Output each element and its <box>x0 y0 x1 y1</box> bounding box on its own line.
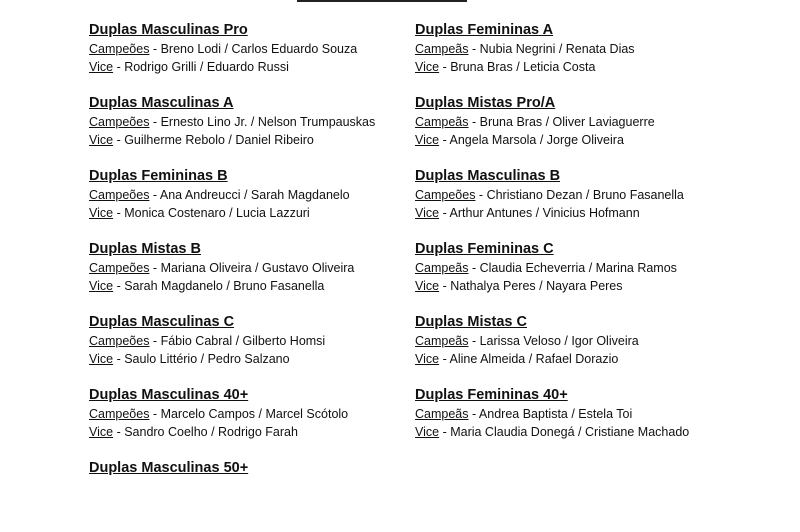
champions-line: Campeãs - Andrea Baptista / Estela Toi <box>415 407 633 421</box>
vice-label: Vice <box>89 425 114 439</box>
vice-label: Vice <box>89 60 114 74</box>
champions-label: Campeãs <box>415 115 469 129</box>
results-column-left <box>89 21 439 532</box>
champions-label: Campeãs <box>415 407 469 421</box>
category-title: Duplas Masculinas 50+ <box>89 460 249 476</box>
champions-label: Campeões <box>415 188 476 202</box>
category-title: Duplas Masculinas Pro <box>89 22 248 38</box>
champions-label: Campeões <box>89 334 150 348</box>
vice-line: Vice - Angela Marsola / Jorge Oliveira <box>415 133 624 147</box>
vice-names: Monica Costenaro / Lucia Lazzuri <box>124 206 310 220</box>
vice-label: Vice <box>415 60 440 74</box>
results-column-right <box>415 21 765 459</box>
vice-line: Vice - Bruna Bras / Leticia Costa <box>415 60 596 74</box>
vice-names: Sarah Magdanelo / Bruno Fasanella <box>124 279 325 293</box>
champions-names: Christiano Dezan / Bruno Fasanella <box>486 188 684 202</box>
vice-label: Vice <box>89 206 114 220</box>
vice-names: Angela Marsola / Jorge Oliveira <box>449 133 624 147</box>
champions-names: Larissa Veloso / Igor Oliveira <box>479 334 639 348</box>
category-title: Duplas Masculinas B <box>415 168 561 184</box>
vice-line: Vice - Nathalya Peres / Nayara Peres <box>415 279 623 293</box>
champions-line: Campeões - Ernesto Lino Jr. / Nelson Trumpauskas <box>89 115 376 129</box>
category-block <box>89 94 439 167</box>
champions-label: Campeãs <box>415 334 469 348</box>
champions-line: Campeãs - Bruna Bras / Oliver Laviaguerre <box>415 115 655 129</box>
champions-line: Campeões - Marcelo Campos / Marcel Scótolo <box>89 407 349 421</box>
vice-label: Vice <box>415 425 440 439</box>
category-title: Duplas Mistas Pro/A <box>415 95 556 111</box>
vice-names: Arthur Antunes / Vinicius Hofmann <box>449 206 640 220</box>
category-block <box>89 167 439 240</box>
champions-line: Campeões - Fábio Cabral / Gilberto Homsi <box>89 334 326 348</box>
vice-names: Maria Claudia Donegá / Cristiane Machado <box>450 425 690 439</box>
champions-names: Claudia Echeverria / Marina Ramos <box>479 261 677 275</box>
champions-names: Andrea Baptista / Estela Toi <box>478 407 633 421</box>
champions-label: Campeões <box>89 261 150 275</box>
vice-label: Vice <box>415 206 440 220</box>
champions-label: Campeões <box>89 115 150 129</box>
champions-names: Marcelo Campos / Marcel Scótolo <box>160 407 349 421</box>
vice-line: Vice - Aline Almeida / Rafael Dorazio <box>415 352 619 366</box>
vice-line: Vice - Rodrigo Grilli / Eduardo Russi <box>89 60 289 74</box>
vice-label: Vice <box>415 279 440 293</box>
category-block <box>89 386 439 459</box>
vice-line: Vice - Maria Claudia Donegá / Cristiane Machado <box>415 425 690 439</box>
category-block <box>415 167 765 240</box>
category-block <box>89 313 439 386</box>
category-block <box>415 386 765 459</box>
category-block <box>89 240 439 313</box>
vice-label: Vice <box>89 352 114 366</box>
vice-names: Nathalya Peres / Nayara Peres <box>450 279 623 293</box>
vice-names: Saulo Littério / Pedro Salzano <box>124 352 290 366</box>
title-underline-fragment <box>297 0 467 2</box>
champions-label: Campeões <box>89 188 150 202</box>
champions-line: Campeãs - Larissa Veloso / Igor Oliveira <box>415 334 639 348</box>
champions-names: Mariana Oliveira / Gustavo Oliveira <box>160 261 355 275</box>
champions-names: Breno Lodi / Carlos Eduardo Souza <box>160 42 358 56</box>
category-title: Duplas Mistas C <box>415 314 527 330</box>
champions-line: Campeões - Ana Andreucci / Sarah Magdanelo <box>89 188 350 202</box>
vice-label: Vice <box>89 279 114 293</box>
category-title: Duplas Masculinas 40+ <box>89 387 249 403</box>
category-block <box>415 21 765 94</box>
champions-label: Campeãs <box>415 261 469 275</box>
vice-names: Sandro Coelho / Rodrigo Farah <box>124 425 298 439</box>
vice-names: Bruna Bras / Leticia Costa <box>450 60 596 74</box>
champions-names: Bruna Bras / Oliver Laviaguerre <box>479 115 655 129</box>
champions-label: Campeões <box>89 407 150 421</box>
vice-names: Rodrigo Grilli / Eduardo Russi <box>124 60 289 74</box>
vice-label: Vice <box>415 352 440 366</box>
category-title: Duplas Femininas A <box>415 22 554 38</box>
champions-names: Ana Andreucci / Sarah Magdanelo <box>159 188 350 202</box>
category-title: Duplas Femininas C <box>415 241 554 257</box>
category-title: Duplas Masculinas C <box>89 314 235 330</box>
champions-names: Nubia Negrini / Renata Dias <box>479 42 635 56</box>
champions-label: Campeões <box>89 42 150 56</box>
vice-line: Vice - Guilherme Rebolo / Daniel Ribeiro <box>89 133 314 147</box>
category-block <box>415 313 765 386</box>
vice-names: Guilherme Rebolo / Daniel Ribeiro <box>124 133 314 147</box>
vice-line: Vice - Sarah Magdanelo / Bruno Fasanella <box>89 279 325 293</box>
category-title: Duplas Femininas 40+ <box>415 387 568 403</box>
category-title: Duplas Mistas B <box>89 241 201 257</box>
category-title: Duplas Masculinas A <box>89 95 234 111</box>
vice-label: Vice <box>415 133 440 147</box>
category-block <box>89 21 439 94</box>
champions-line: Campeões - Breno Lodi / Carlos Eduardo Souza <box>89 42 358 56</box>
vice-line: Vice - Monica Costenaro / Lucia Lazzuri <box>89 206 310 220</box>
category-block <box>415 94 765 167</box>
champions-names: Ernesto Lino Jr. / Nelson Trumpauskas <box>160 115 376 129</box>
vice-names: Aline Almeida / Rafael Dorazio <box>449 352 619 366</box>
category-title: Duplas Femininas B <box>89 168 228 184</box>
champions-line: Campeãs - Nubia Negrini / Renata Dias <box>415 42 635 56</box>
champions-label: Campeãs <box>415 42 469 56</box>
champions-names: Fábio Cabral / Gilberto Homsi <box>160 334 326 348</box>
vice-line: Vice - Sandro Coelho / Rodrigo Farah <box>89 425 298 439</box>
vice-label: Vice <box>89 133 114 147</box>
vice-line: Vice - Arthur Antunes / Vinicius Hofmann <box>415 206 640 220</box>
vice-line: Vice - Saulo Littério / Pedro Salzano <box>89 352 290 366</box>
champions-line: Campeãs - Claudia Echeverria / Marina Ramos <box>415 261 677 275</box>
champions-line: Campeões - Christiano Dezan / Bruno Fasanella <box>415 188 684 202</box>
champions-line: Campeões - Mariana Oliveira / Gustavo Oliveira <box>89 261 355 275</box>
category-block <box>415 240 765 313</box>
